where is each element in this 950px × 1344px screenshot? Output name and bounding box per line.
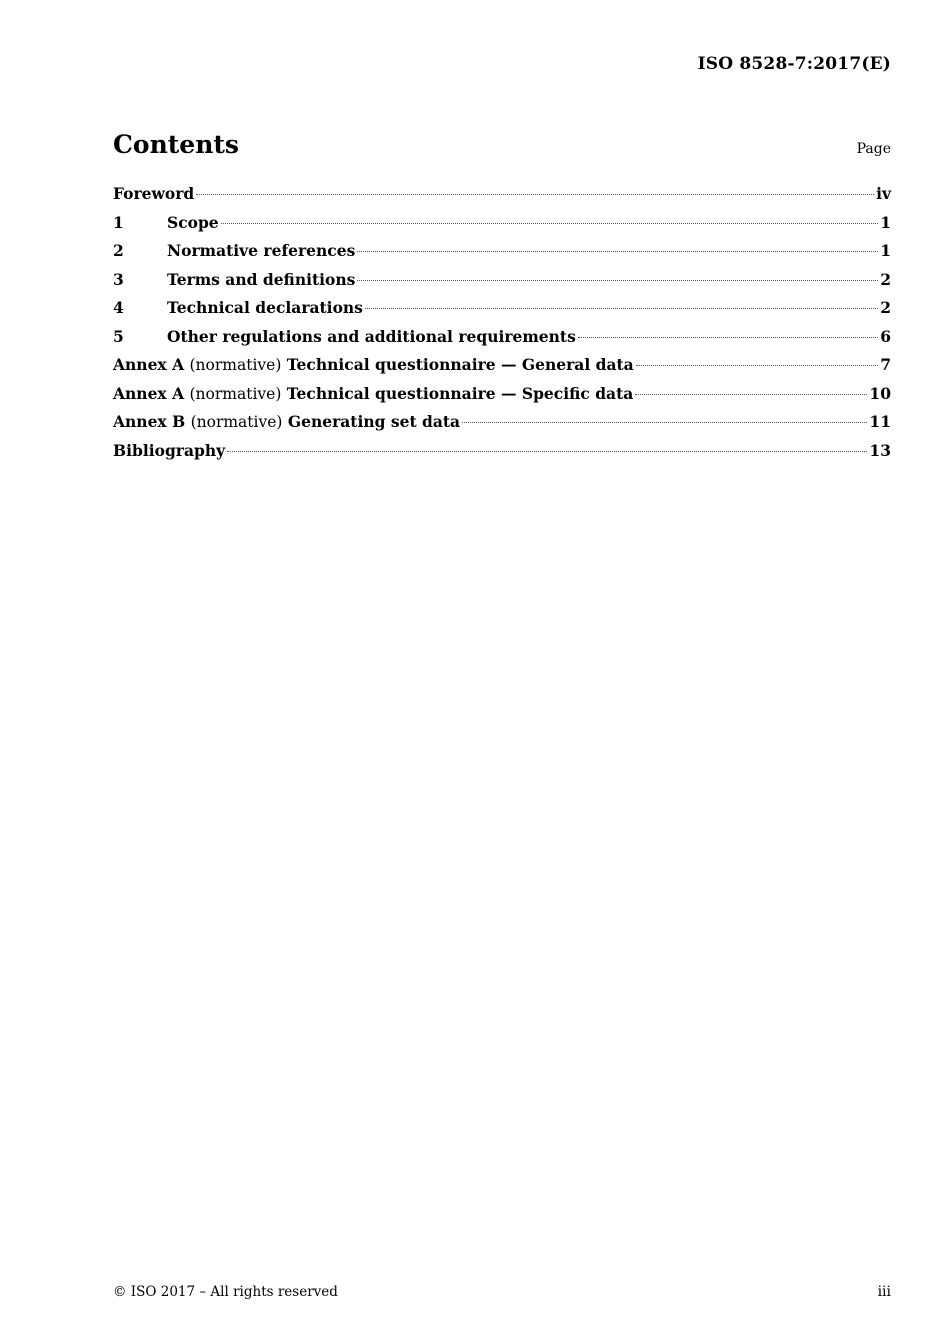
toc-dot-leader xyxy=(462,422,867,423)
contents-title: Contents xyxy=(113,130,240,159)
toc-entry-page: iv xyxy=(876,184,891,203)
toc-annex-title: Technical questionnaire — General data xyxy=(286,355,634,374)
toc-entry-title: Foreword xyxy=(113,184,195,203)
toc-entry-title: Bibliography xyxy=(113,440,226,460)
toc-entry-page: 13 xyxy=(869,440,891,460)
toc-entry-scope[interactable] xyxy=(113,213,891,242)
toc-annex-title: Technical questionnaire — Specific data xyxy=(286,383,634,403)
page-number: iii xyxy=(877,1284,891,1300)
toc-entry-page: 10 xyxy=(869,383,891,403)
toc-entry-title: Technical declarations xyxy=(167,298,363,317)
toc-annex-status: (normative) xyxy=(189,356,282,374)
toc-entry-number: 5 xyxy=(113,326,124,346)
toc-dot-leader xyxy=(365,308,878,309)
toc-entry-page: 11 xyxy=(869,412,891,431)
toc-entry-page: 1 xyxy=(880,212,891,232)
toc-entry-bibliography[interactable] xyxy=(113,441,891,470)
toc-entry-terms-and-definitions[interactable] xyxy=(113,270,891,299)
toc-dot-leader xyxy=(635,394,867,395)
toc-entry-title: Terms and definitions xyxy=(167,269,356,289)
toc-entry-title xyxy=(113,384,633,403)
toc-entry-annex-a-general-data[interactable] xyxy=(113,355,891,384)
toc-entry-title xyxy=(113,355,634,374)
toc-entry-foreword[interactable] xyxy=(113,184,891,213)
toc-dot-leader xyxy=(196,194,874,195)
document-id: ISO 8528-7:2017(E) xyxy=(697,54,891,74)
toc-dot-leader xyxy=(636,365,878,366)
toc-entry-page: 6 xyxy=(880,326,891,346)
copyright-notice: © ISO 2017 – All rights reserved xyxy=(113,1284,338,1300)
table-of-contents xyxy=(113,184,891,469)
page-column-label: Page xyxy=(856,141,891,157)
toc-dot-leader xyxy=(357,251,878,252)
toc-entry-number: 3 xyxy=(113,269,124,289)
toc-entry-number: 1 xyxy=(113,212,124,232)
toc-entry-page: 1 xyxy=(880,241,891,260)
toc-annex-label: Annex B xyxy=(113,412,186,431)
toc-annex-label: Annex A xyxy=(113,355,185,374)
toc-entry-title: Other regulations and additional requirements xyxy=(167,326,576,346)
toc-dot-leader xyxy=(221,223,879,224)
toc-entry-title: Normative references xyxy=(167,241,356,260)
toc-dot-leader xyxy=(227,451,867,452)
toc-entry-page: 2 xyxy=(880,298,891,317)
toc-annex-title: Generating set data xyxy=(287,412,461,431)
toc-annex-status: (normative) xyxy=(189,384,282,403)
contents-header xyxy=(113,130,891,166)
toc-entry-other-regulations[interactable] xyxy=(113,327,891,356)
toc-entry-number: 4 xyxy=(113,298,124,317)
toc-dot-leader xyxy=(357,280,878,281)
toc-annex-status: (normative) xyxy=(190,413,283,431)
toc-entry-page: 7 xyxy=(880,355,891,374)
toc-annex-label: Annex A xyxy=(113,383,185,403)
toc-dot-leader xyxy=(578,337,878,338)
toc-entry-normative-references[interactable] xyxy=(113,241,891,270)
toc-entry-technical-declarations[interactable] xyxy=(113,298,891,327)
toc-entry-annex-b-generating-set-data[interactable] xyxy=(113,412,891,441)
toc-entry-annex-a-specific-data[interactable] xyxy=(113,384,891,413)
toc-entry-title xyxy=(113,412,460,431)
toc-entry-number: 2 xyxy=(113,241,124,260)
toc-entry-title: Scope xyxy=(167,212,219,232)
toc-entry-page: 2 xyxy=(880,269,891,289)
